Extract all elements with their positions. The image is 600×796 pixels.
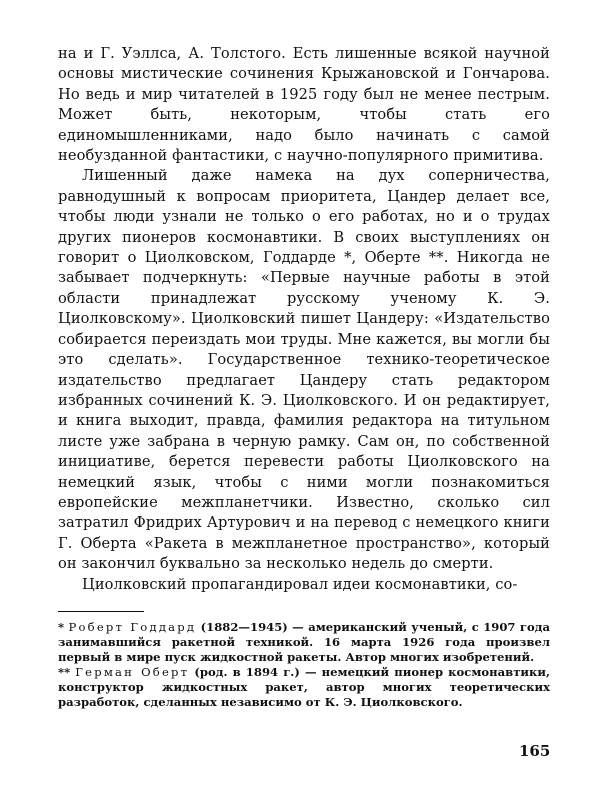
footnote-2-name: Герман Оберт — [75, 665, 190, 680]
footnote-2-text: (род. в 1894 г.) — немецкий пионер космонавтики, конструктор жидкостных ракет, автор многих теоретических разработок, сделанных независимо от К. Э. Циолковского. — [58, 665, 550, 710]
footnote-2 — [58, 665, 550, 710]
page-number: 165 — [519, 742, 551, 760]
paragraph-1: на и Г. Уэллса, А. Толстого. Есть лишенные всякой научной основы мистические сочинения Крыжановской и Гончарова. Но ведь и мир читателей в 1925 году был не менее пестрым. Может быть, некоторым, чтобы стать его единомышленниками, надо было начинать с самой необузданной фантастики, с научно-популярного примитива. — [58, 45, 550, 165]
footnote-1 — [58, 620, 550, 665]
footnote-1-marker: * — [58, 620, 65, 634]
footnote-1-name: Роберт Годдард — [68, 620, 197, 634]
footnote-divider — [58, 611, 144, 612]
paragraph-2: Лишенный даже намека на дух соперничества, равнодушный к вопросам приоритета, Цандер делает все, чтобы люди узнали не только о его работах, но и о трудах других пионеров космонавтики. В своих выступлениях он говорит о Циолковском, Годдарде *, Оберте **. Никогда не забывает подчеркнуть: «Первые научные работы в этой области принадлежат русскому ученому К. Э. Циолковскому». Циолковский пишет Цандеру: «Издательство собирается переиздать мои труды. Мне кажется, вы могли бы это сделать». Государственное технико-теоретическое издательство предлагает Цандеру стать редактором избранных сочинений К. Э. Циолковского. И он редактирует, и книга выходит, правда, фамилия редактора на титульном листе уже забрана в черную рамку. Сам он, по собственной инициативе, берется перевести работы Циолковского на немецкий язык, чтобы с ними могли познакомиться европейские межпланетчики. Известно, сколько сил затратил Фридрих Артурович и на перевод с немецкого книги Г. Оберта «Ракета в межпланетное пространство», который он закончил буквально за несколько недель до смерти. — [58, 167, 550, 573]
footnote-2-marker: ** — [58, 665, 71, 680]
main-text — [58, 44, 550, 595]
paragraph-3: Циолковский пропагандировал идеи космонавтики, со- — [82, 575, 518, 593]
footnote-1-text: (1882—1945) — американский ученый, с 1907 года занимавшийся ракетной техникой. 16 марта 1926 года произвел первый в мире пуск жидкостной ракеты. Автор многих изобретений. — [58, 620, 550, 665]
footnotes — [58, 620, 550, 711]
